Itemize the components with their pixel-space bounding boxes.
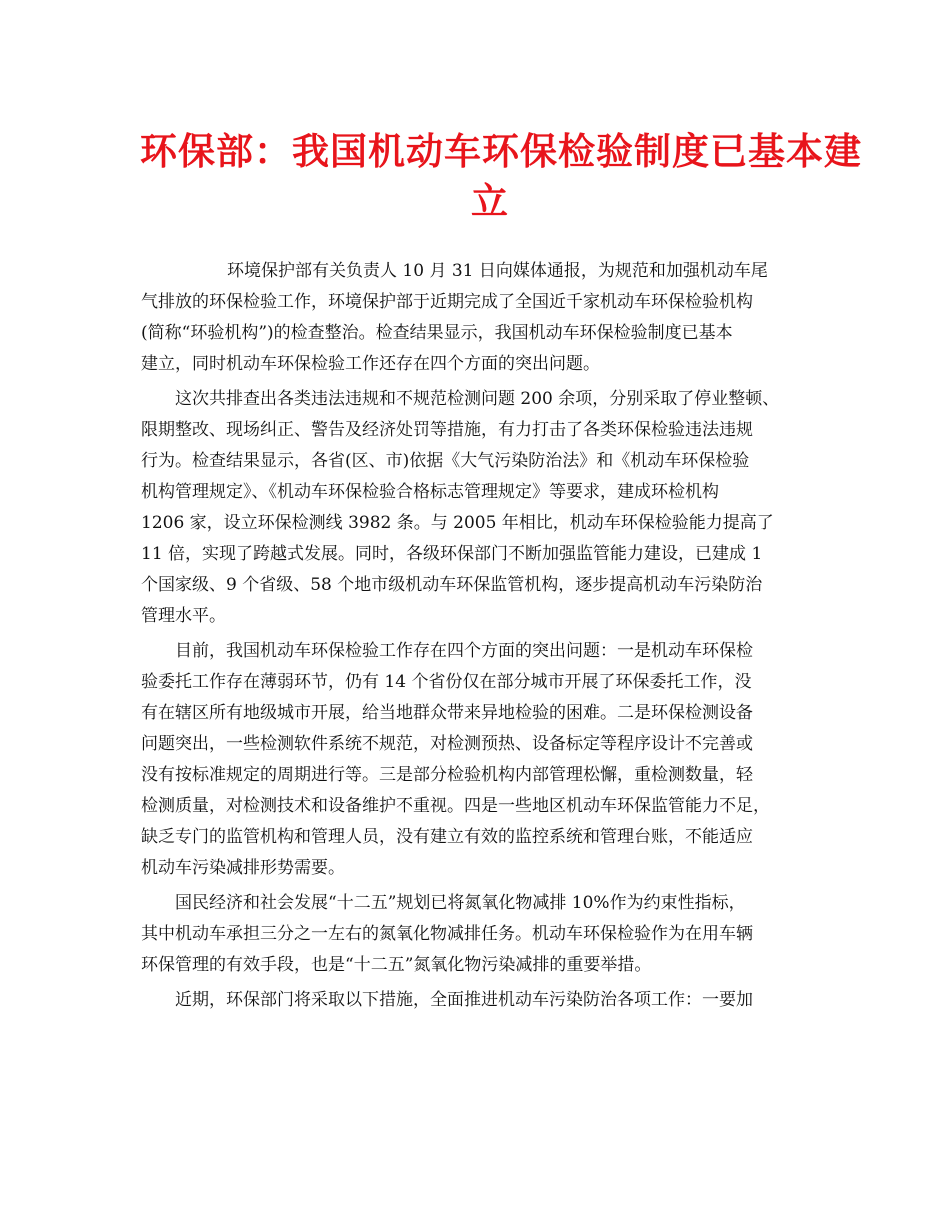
- paragraph-line: 管理水平。: [141, 606, 226, 626]
- paragraph-line: 有在辖区所有地级城市开展，给当地群众带来异地检验的困难。二是环保检测设备: [141, 703, 753, 723]
- paragraph-line: 建立，同时机动车环保检验工作还存在四个方面的突出问题。: [141, 354, 600, 374]
- paragraph-1: [141, 256, 821, 380]
- paragraph-line: 11 倍，实现了跨越式发展。同时，各级环保部门不断加强监管能力建设，已建成 1: [141, 544, 763, 564]
- paragraph-line: 机构管理规定》、《机动车环保检验合格标志管理规定》等要求，建成环检机构: [141, 482, 719, 502]
- paragraph-line: 问题突出，一些检测软件系统不规范，对检测预热、设备标定等程序设计不完善或: [141, 734, 753, 754]
- document-body: [141, 256, 821, 1020]
- paragraph-line: 近期，环保部门将采取以下措施，全面推进机动车污染防治各项工作：一要加: [175, 990, 753, 1010]
- paragraph-line: 这次共排查出各类违法违规和不规范检测问题 200 余项，分别采取了停业整顿、: [175, 389, 780, 409]
- paragraph-line: 机动车污染减排形势需要。: [141, 858, 345, 878]
- paragraph-line: 缺乏专门的监管机构和管理人员，没有建立有效的监控系统和管理台账，不能适应: [141, 827, 753, 847]
- paragraph-line: 气排放的环保检验工作，环境保护部于近期完成了全国近千家机动车环保检验机构: [141, 292, 753, 312]
- paragraph-line: 没有按标准规定的周期进行等。三是部分检验机构内部管理松懈，重检测数量，轻: [141, 765, 753, 785]
- paragraph-line: 环保管理的有效手段，也是“十二五”氮氧化物污染减排的重要举措。: [141, 955, 652, 975]
- paragraph-line: 检测质量，对检测技术和设备维护不重视。四是一些地区机动车环保监管能力不足，: [141, 796, 770, 816]
- paragraph-line: 其中机动车承担三分之一左右的氮氧化物减排任务。机动车环保检验作为在用车辆: [141, 924, 753, 944]
- paragraph-5: [141, 985, 821, 1016]
- paragraph-line: (简称“环验机构”)的检查整治。检查结果显示，我国机动车环保检验制度已基本: [141, 323, 733, 343]
- paragraph-3: [141, 636, 821, 884]
- title-line-1: 环保部：我国机动车环保检验制度已基本建: [140, 129, 862, 173]
- title-line-2: 立: [471, 179, 509, 223]
- paragraph-line: 行为。检查结果显示，各省(区、市)依据《大气污染防治法》和《机动车环保检验: [141, 451, 750, 471]
- paragraph-line: 国民经济和社会发展“十二五”规划已将氮氧化物减排 10%作为约束性指标，: [175, 893, 746, 913]
- paragraph-line: 个国家级、9 个省级、58 个地市级机动车环保监管机构，逐步提高机动车污染防治: [141, 575, 763, 595]
- paragraph-line: 环境保护部有关负责人 10 月 31 日向媒体通报，为规范和加强机动车尾: [227, 261, 768, 281]
- paragraph-line: 验委托工作存在薄弱环节，仍有 14 个省份仅在部分城市开展了环保委托工作，没: [141, 672, 752, 692]
- paragraph-line: 1206 家，设立环保检测线 3982 条。与 2005 年相比，机动车环保检验能力提高了: [141, 513, 774, 533]
- paragraph-2: [141, 384, 821, 632]
- paragraph-4: [141, 888, 821, 981]
- paragraph-line: 目前，我国机动车环保检验工作存在四个方面的突出问题：一是机动车环保检: [175, 641, 753, 661]
- document-title: [140, 126, 862, 226]
- paragraph-line: 限期整改、现场纠正、警告及经济处罚等措施，有力打击了各类环保检验违法违规: [141, 420, 753, 440]
